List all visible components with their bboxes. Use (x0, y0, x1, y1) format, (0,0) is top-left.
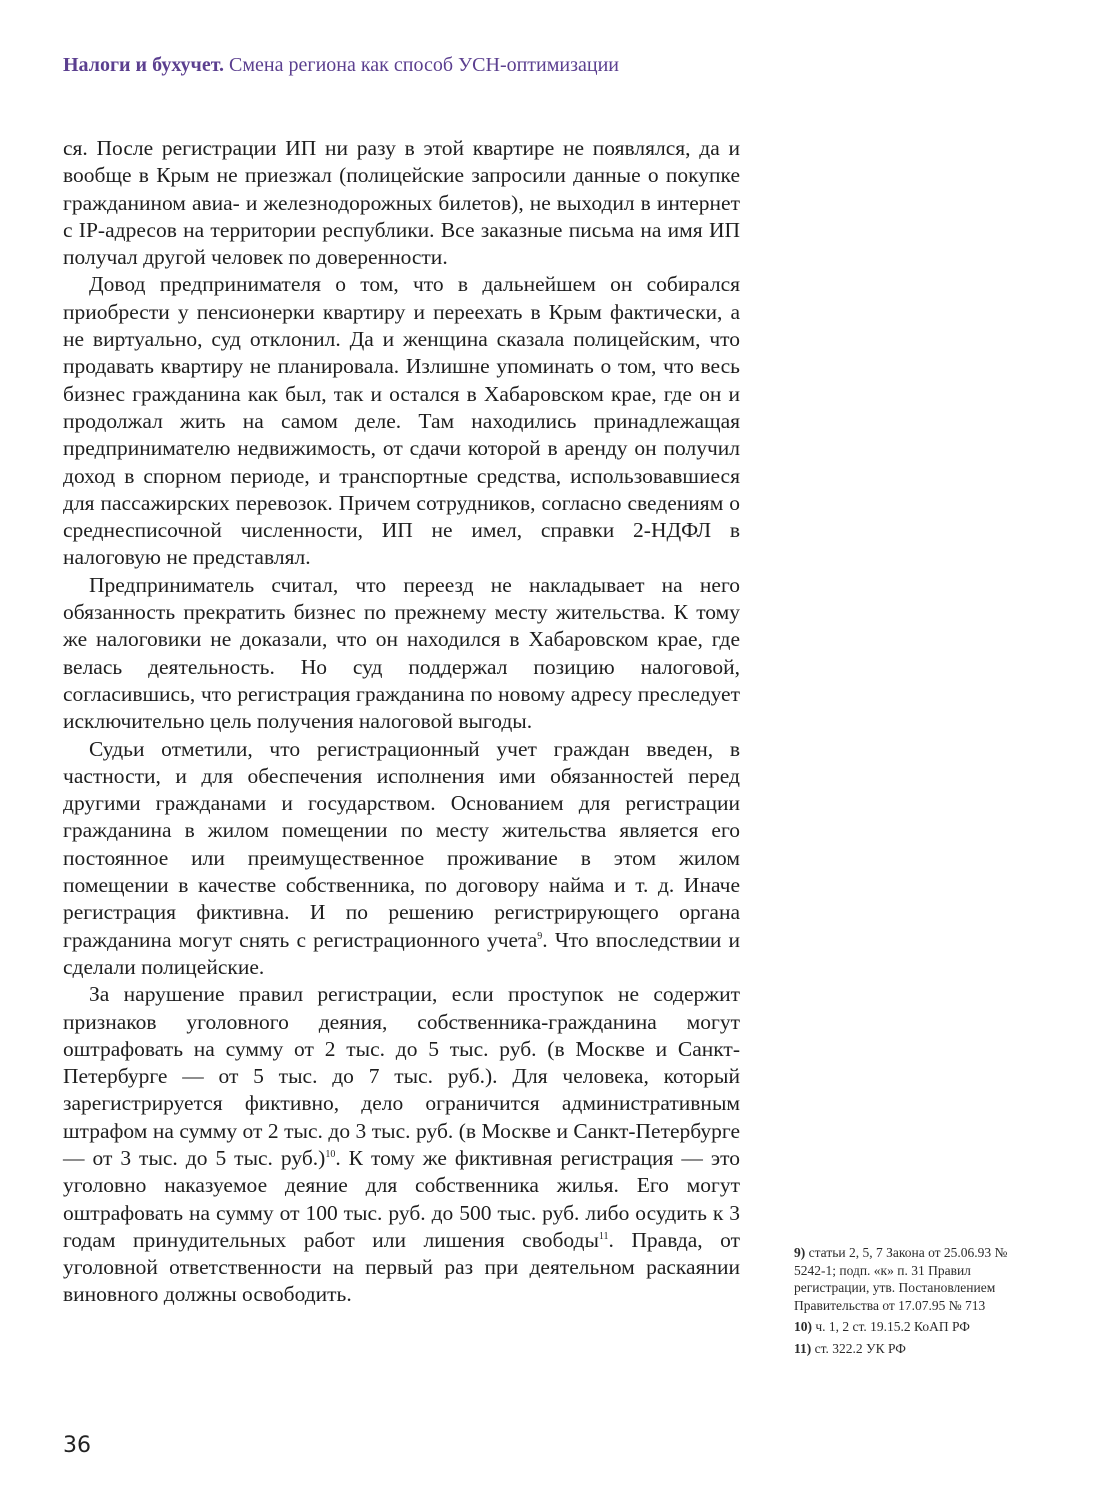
footnote-ref[interactable]: 9 (537, 930, 543, 942)
footnote-ref[interactable]: 10 (325, 1148, 336, 1160)
footnote-ref[interactable]: 11 (598, 1230, 609, 1242)
paragraph-text: . К тому же фиктивная регистрация — это уголовно наказуемое деяние для собственника жилья. Его могут оштрафовать на сумму от 100 тыс. руб. до 500 тыс. руб. либо осудить к 3 годам принудительных работ или лишения свободы (63, 1145, 740, 1252)
page-number: 36 (63, 1433, 91, 1458)
footnote (794, 1340, 1034, 1358)
article-body (63, 135, 740, 1309)
footnote-number: 11) (794, 1340, 812, 1356)
footnotes (794, 1244, 1034, 1361)
running-header (63, 54, 619, 77)
paragraph: ся. После регистрации ИП ни разу в этой квартире не появлялся, да и вообще в Крым не приезжал (полицейские запросили данные о покупке гражданином авиа- и железнодорожных билетов), не выходил в интернет с IP-адресов на территории республики. Все заказные письма на имя ИП получал другой человек по доверенности. (63, 136, 740, 270)
footnote-text: ч. 1, 2 ст. 19.15.2 КоАП РФ (815, 1319, 970, 1334)
paragraph (63, 736, 740, 982)
footnote-text: ст. 322.2 УК РФ (814, 1340, 906, 1356)
paragraph: Довод предпринимателя о том, что в дальнейшем он собирался приобрести у пенсионерки квартиру и переехать в Крым фактически, а не виртуально, суд отклонил. Да и женщина сказала полицейским, что продавать квартиру не планировала. Излишне упоминать о том, что весь бизнес гражданина как был, так и остался в Хабаровском крае, где он и продолжал жить на самом деле. Там находились принадлежащая предпринимателю недвижимость, от сдачи которой в аренду он получил доход в спорном периоде, и транспортные средства, использовавшиеся для пассажирских перевозок. Причем сотрудников, согласно сведениям о среднесписочной численности, ИП не имел, справки 2-НДФЛ в налоговую не представлял. (63, 272, 740, 570)
paragraph-text: . Что впоследствии и сделали полицейские. (63, 927, 741, 979)
footnote-number: 10) (794, 1319, 812, 1334)
paragraph-text: . Правда, от уголовной ответственности на первый раз при деятельном раскаянии виновного должны освободить. (63, 1227, 740, 1307)
header-section: Налоги и бухучет. (63, 54, 225, 76)
paragraph-text: За нарушение правил регистрации, если проступок не содержит признаков уголовного деяния, собственника-гражданина могут оштрафовать на сумму от 2 тыс. до 5 тыс. руб. (в Москве и Санкт-Петербурге — от 5 тыс. до 7 тыс. руб.). Для человека, который зарегистрируется фиктивно, дело ограничится административным штрафом на сумму от 2 тыс. до 3 тыс. руб. (в Москве и Санкт-Петербурге — от 3 тыс. до 5 тыс. руб.) (63, 982, 740, 1170)
paragraph (63, 981, 740, 1309)
footnote (794, 1244, 1034, 1314)
paragraph-text: Судьи отметили, что регистрационный учет граждан введен, в частности, и для обеспечения исполнения ими обязанностей перед другими гражданами и государством. Основанием для регистрации гражданина в жилом помещении по месту жительства является его постоянное или преимущественное проживание в этом жилом помещении в качестве собственника, по договору найма и т. д. Иначе регистрация фиктивна. И по решению регистрирующего органа гражданина могут снять с регистрационного учета (63, 736, 740, 952)
footnote-number: 9) (794, 1245, 806, 1260)
paragraph: Предприниматель считал, что переезд не накладывает на него обязанность прекратить бизнес по прежнему месту жительства. К тому же налоговики не доказали, что он находился в Хабаровском крае, где велась деятельность. Но суд поддержал позицию налоговой, согласившись, что регистрация гражданина по новому адресу преследует исключительно цель получения налоговой выгоды. (63, 572, 740, 734)
footnote (794, 1318, 1034, 1336)
footnote-text: статьи 2, 5, 7 Закона от 25.06.93 № 5242-1; подп. «к» п. 31 Правил регистрации, утв. Постановлением Правительства от 17.07.95 № 713 (794, 1245, 1008, 1313)
header-title: Смена региона как способ УСН-оптимизации (229, 54, 619, 76)
